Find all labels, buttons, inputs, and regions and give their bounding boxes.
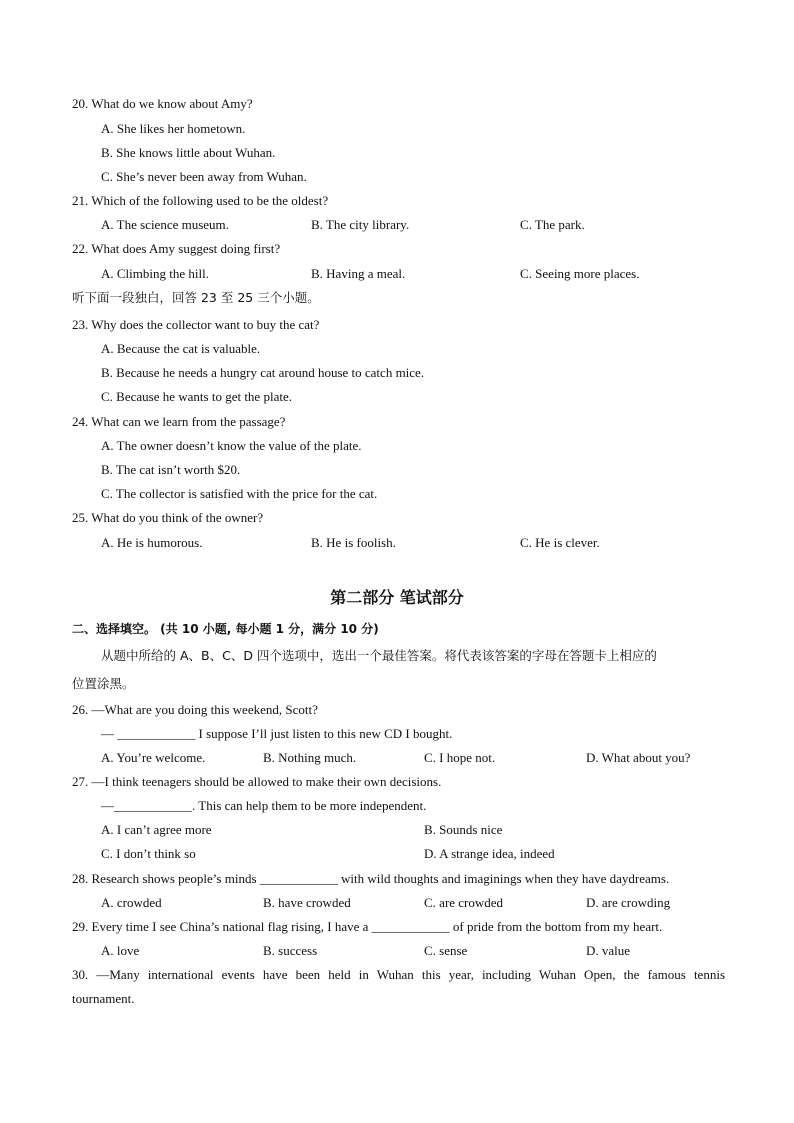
q23-option-a: A. Because the cat is valuable. — [101, 341, 261, 356]
q25-option-b: B. He is foolish. — [311, 535, 396, 550]
q23-option-b: B. Because he needs a hungry cat around house to catch mice. — [101, 365, 425, 380]
q27-option-a: A. I can’t agree more — [101, 822, 212, 837]
q25-option-a: A. He is humorous. — [101, 535, 203, 550]
q29-option-b: B. success — [263, 943, 318, 958]
question-30: 30. —Many international events have been held in Wuhan this year, including Wuhan Open, the famous tennis — [72, 967, 725, 982]
q24-option-a: A. The owner doesn’t know the value of the plate. — [101, 438, 362, 453]
q21-option-b: B. The city library. — [311, 217, 410, 232]
question-22: 22. What does Amy suggest doing first? — [72, 241, 281, 256]
section2-instruction-line1: 从题中所给的 A、B、C、D 四个选项中，选出一个最佳答案。将代表该答案的字母在答题卡上相应的 — [101, 648, 657, 663]
q26-option-b: B. Nothing much. — [263, 750, 357, 765]
q27-option-b: B. Sounds nice — [424, 822, 503, 837]
q26-response: — ____________ I suppose I’ll just listen to this new CD I bought. — [101, 726, 453, 741]
q21-option-a: A. The science museum. — [101, 217, 229, 232]
q26-option-d: D. What about you? — [586, 750, 691, 765]
question-25: 25. What do you think of the owner? — [72, 510, 264, 525]
q26-option-a: A. You’re welcome. — [101, 750, 206, 765]
question-26: 26. —What are you doing this weekend, Scott? — [72, 702, 318, 717]
q29-option-a: A. love — [101, 943, 140, 958]
q20-option-a: A. She likes her hometown. — [101, 121, 246, 136]
q26-option-c: C. I hope not. — [424, 750, 496, 765]
q22-option-c: C. Seeing more places. — [520, 266, 640, 281]
q29-option-d: D. value — [586, 943, 631, 958]
q29-option-c: C. sense — [424, 943, 468, 958]
question-24: 24. What can we learn from the passage? — [72, 414, 286, 429]
question-30-continued: tournament. — [72, 991, 135, 1006]
question-23: 23. Why does the collector want to buy the cat? — [72, 317, 320, 332]
q20-option-c: C. She’s never been away from Wuhan. — [101, 169, 307, 184]
question-20: 20. What do we know about Amy? — [72, 96, 253, 111]
q27-option-d: D. A strange idea, indeed — [424, 846, 555, 861]
q28-option-d: D. are crowding — [586, 895, 671, 910]
question-28: 28. Research shows people’s minds ____________ with wild thoughts and imaginings when they have daydreams. — [72, 871, 670, 886]
q28-option-c: C. are crowded — [424, 895, 504, 910]
q25-option-c: C. He is clever. — [520, 535, 600, 550]
section2-heading: 二、选择填空。 (共 10 小题, 每小题 1 分，满分 10 分) — [72, 622, 379, 636]
q28-option-a: A. crowded — [101, 895, 162, 910]
q23-option-c: C. Because he wants to get the plate. — [101, 389, 292, 404]
monologue-instruction: 听下面一段独白，回答 23 至 25 三个小题。 — [72, 290, 320, 305]
q27-option-c: C. I don’t think so — [101, 846, 196, 861]
question-21: 21. Which of the following used to be the oldest? — [72, 193, 329, 208]
section2-instruction-line2: 位置涂黑。 — [72, 676, 135, 691]
q21-option-c: C. The park. — [520, 217, 585, 232]
part2-title: 第二部分 笔试部分 — [330, 588, 464, 607]
question-27: 27. —I think teenagers should be allowed to make their own decisions. — [72, 774, 442, 789]
q22-option-a: A. Climbing the hill. — [101, 266, 209, 281]
q20-option-b: B. She knows little about Wuhan. — [101, 145, 276, 160]
q28-option-b: B. have crowded — [263, 895, 351, 910]
q24-option-b: B. The cat isn’t worth $20. — [101, 462, 241, 477]
q22-option-b: B. Having a meal. — [311, 266, 406, 281]
question-29: 29. Every time I see China’s national flag rising, I have a ____________ of pride from the bottom from my heart. — [72, 919, 663, 934]
q24-option-c: C. The collector is satisfied with the price for the cat. — [101, 486, 378, 501]
q27-response: —____________. This can help them to be more independent. — [101, 798, 427, 813]
